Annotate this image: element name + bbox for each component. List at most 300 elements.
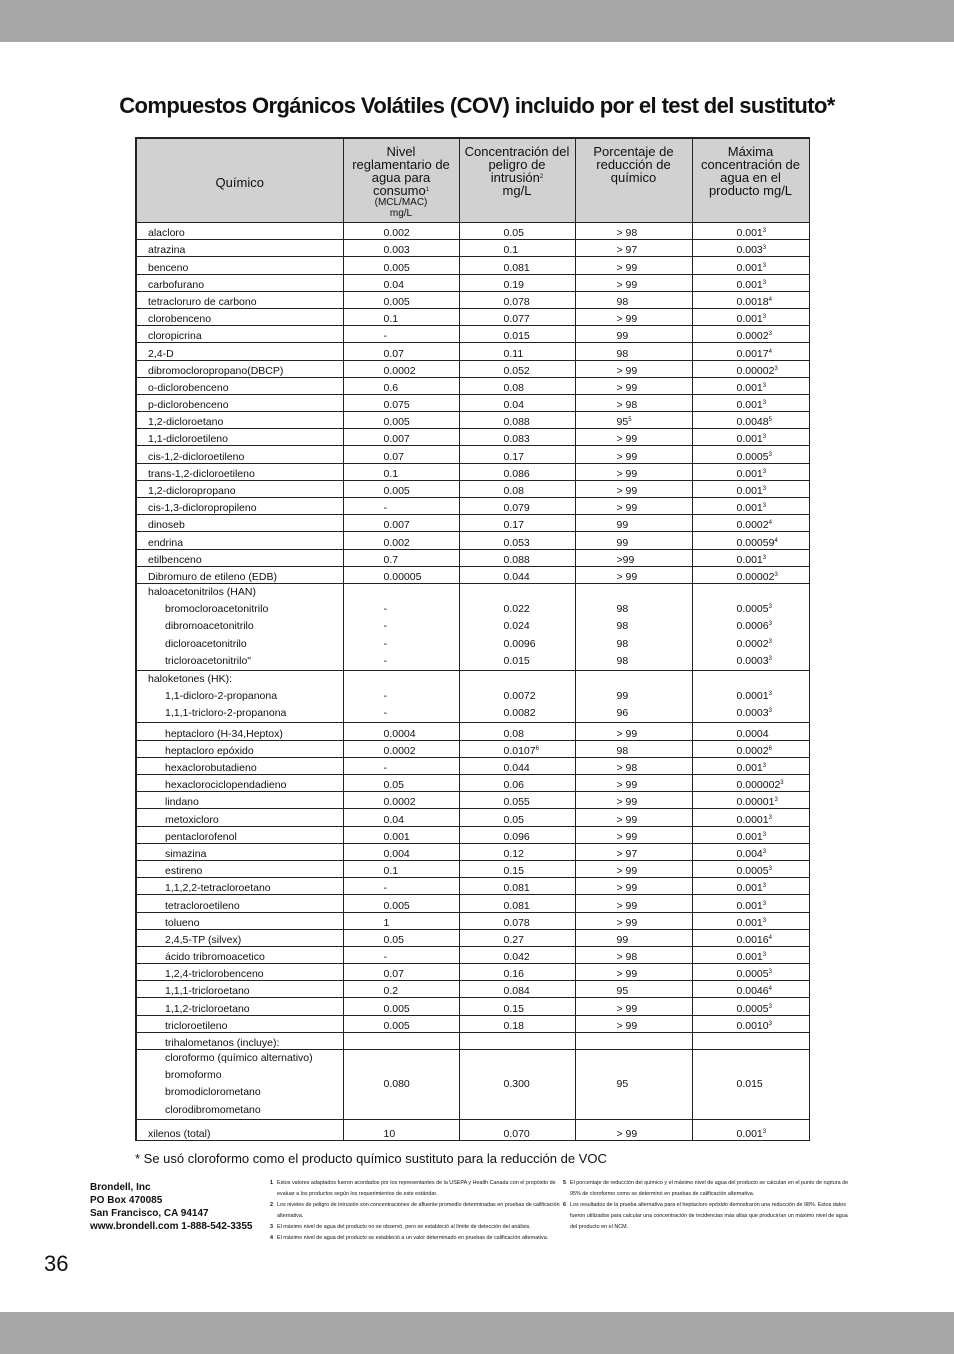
table-row bbox=[136, 878, 809, 895]
group-item-conc: 0.024 bbox=[503, 620, 530, 633]
footnote-text: El porcentaje de reducción del químico y el máximo nivel de agua del producto se calculan en el punto de ruptura de 95% de cloroformo como se determinó en pruebas de calificación alternativa. bbox=[570, 1180, 849, 1197]
table-row bbox=[136, 775, 809, 792]
chemical-name: cloropicrina bbox=[136, 326, 343, 343]
max-cell bbox=[692, 429, 809, 446]
conc-cell bbox=[459, 860, 575, 877]
chemical-name: o-diclorobenceno bbox=[136, 377, 343, 394]
mcl-value: - bbox=[343, 498, 459, 515]
chemical-name: estireno bbox=[136, 860, 343, 877]
max-cell-value: 0.0005 bbox=[736, 865, 769, 878]
footnote-number: 2 bbox=[270, 1202, 273, 1208]
max-cell bbox=[692, 412, 809, 429]
mcl-value: 0.0002 bbox=[343, 792, 459, 809]
conc-cell bbox=[459, 308, 575, 325]
address-line: www.brondell.com 1-888-542-3355 bbox=[90, 1221, 253, 1232]
mcl-value: 0.07 bbox=[343, 964, 459, 981]
table-row bbox=[136, 446, 809, 463]
mcl-value: 10 bbox=[343, 1119, 459, 1140]
table-row bbox=[136, 964, 809, 981]
conc-cell bbox=[459, 360, 575, 377]
footnote-item bbox=[270, 1178, 560, 1200]
chemical-name: cis-1,2-dicloroetileno bbox=[136, 446, 343, 463]
max-cell-value: 0.0002 bbox=[736, 744, 769, 757]
footnote-item bbox=[270, 1222, 560, 1233]
reduction-cell bbox=[575, 809, 692, 826]
conc-cell-value: 0.05 bbox=[503, 227, 524, 240]
max-cell bbox=[692, 549, 809, 566]
reduction-cell-value: 95 bbox=[616, 416, 629, 429]
group-max bbox=[692, 670, 809, 723]
group-item-max bbox=[737, 601, 809, 618]
mcl-value: 0.005 bbox=[343, 998, 459, 1015]
empty-cell bbox=[575, 1032, 692, 1049]
mcl-value: 0.1 bbox=[343, 308, 459, 325]
mcl-value: 0.075 bbox=[343, 394, 459, 411]
table-row bbox=[136, 740, 809, 757]
max-cell-value: 0.003 bbox=[736, 244, 763, 257]
reduction-cell bbox=[575, 515, 692, 532]
reduction-cell-value: 99 bbox=[616, 536, 629, 549]
conc-cell bbox=[459, 240, 575, 257]
mcl-value: 0.05 bbox=[343, 775, 459, 792]
chemical-name: xilenos (total) bbox=[136, 1119, 343, 1140]
reduction-cell-value: > 99 bbox=[616, 570, 638, 583]
chemical-name: lindano bbox=[136, 792, 343, 809]
address-line: San Francisco, CA 94147 bbox=[90, 1208, 209, 1219]
group-item-max bbox=[737, 688, 809, 705]
conc-cell-value: 0.044 bbox=[503, 570, 530, 583]
max-cell-value: 0.001 bbox=[736, 951, 763, 964]
thm-max: 0.015 bbox=[692, 1050, 809, 1120]
reduction-cell bbox=[575, 463, 692, 480]
group-item-mcl: - bbox=[383, 637, 387, 650]
reduction-cell bbox=[575, 480, 692, 497]
conc-cell-value: 0.078 bbox=[503, 916, 530, 929]
conc-cell bbox=[459, 912, 575, 929]
conc-cell bbox=[459, 515, 575, 532]
reduction-cell bbox=[575, 412, 692, 429]
conc-cell-value: 0.086 bbox=[503, 467, 530, 480]
max-cell-value: 0.001 bbox=[736, 882, 763, 895]
mcl-value: 0.001 bbox=[343, 826, 459, 843]
table-row bbox=[136, 394, 809, 411]
reduction-cell-value: 99 bbox=[616, 519, 629, 532]
voc-table bbox=[135, 137, 810, 1141]
reduction-cell bbox=[575, 377, 692, 394]
chemical-name: metoxicloro bbox=[136, 809, 343, 826]
max-cell bbox=[692, 308, 809, 325]
bottom-bar bbox=[0, 1312, 954, 1354]
max-cell-sup: 3 bbox=[762, 279, 767, 286]
address-block bbox=[90, 1181, 252, 1233]
footnote-number: 3 bbox=[270, 1224, 273, 1230]
conc-cell-value: 0.042 bbox=[503, 951, 530, 964]
conc-cell-value: 0.0107 bbox=[503, 744, 536, 757]
conc-cell bbox=[459, 929, 575, 946]
max-cell-sup: 3 bbox=[762, 883, 767, 890]
table-row bbox=[136, 412, 809, 429]
header-conc-sup: 2 bbox=[539, 174, 544, 180]
chemical-name: clorobenceno bbox=[136, 308, 343, 325]
group-row-group_hk bbox=[136, 670, 809, 723]
mcl-value: 0.05 bbox=[343, 929, 459, 946]
max-cell bbox=[692, 515, 809, 532]
max-cell-value: 0.0005 bbox=[736, 968, 769, 981]
header-max bbox=[692, 138, 809, 223]
reduction-cell-value: 98 bbox=[616, 744, 629, 757]
conc-cell bbox=[459, 326, 575, 343]
max-cell bbox=[692, 446, 809, 463]
conc-cell bbox=[459, 429, 575, 446]
conc-cell-value: 0.15 bbox=[503, 865, 524, 878]
group-max bbox=[692, 583, 809, 670]
mcl-value: 0.04 bbox=[343, 274, 459, 291]
reduction-value: > 99 bbox=[575, 1119, 692, 1140]
max-cell bbox=[692, 998, 809, 1015]
conc-cell bbox=[459, 809, 575, 826]
max-cell bbox=[692, 912, 809, 929]
table-row bbox=[136, 498, 809, 515]
reduction-cell-value: > 99 bbox=[616, 865, 638, 878]
max-cell bbox=[692, 826, 809, 843]
conc-cell bbox=[459, 274, 575, 291]
group-item-max-value: 0.0003 bbox=[736, 654, 769, 667]
group-item-mcl: - bbox=[383, 603, 387, 616]
max-cell bbox=[692, 964, 809, 981]
max-cell-value: 0.001 bbox=[736, 261, 763, 274]
mcl-value: 0.0004 bbox=[343, 723, 459, 740]
max-cell bbox=[692, 343, 809, 360]
max-cell-sup: 3 bbox=[768, 866, 772, 873]
max-cell-value: 0.001 bbox=[736, 502, 763, 515]
conc-cell-value: 0.096 bbox=[503, 830, 530, 843]
group-item-red: 98 bbox=[616, 620, 629, 633]
reduction-cell bbox=[575, 775, 692, 792]
mcl-value: 0.04 bbox=[343, 809, 459, 826]
max-cell bbox=[692, 792, 809, 809]
footnote-number: 5 bbox=[563, 1180, 566, 1186]
reduction-cell-value: > 97 bbox=[616, 847, 638, 860]
group-mcl bbox=[343, 670, 459, 723]
footnote-item bbox=[270, 1200, 560, 1222]
reduction-cell bbox=[575, 343, 692, 360]
reduction-cell bbox=[575, 946, 692, 963]
group-red bbox=[575, 583, 692, 670]
spacer bbox=[617, 584, 692, 601]
chemical-name: tetracloruro de carbono bbox=[136, 291, 343, 308]
thm-mcl: 0.080 bbox=[343, 1050, 459, 1120]
thm-title: trihalometanos (incluye): bbox=[136, 1032, 343, 1049]
max-cell-sup: 3 bbox=[774, 797, 778, 804]
table-row bbox=[136, 480, 809, 497]
conc-cell-value: 0.044 bbox=[503, 762, 530, 774]
conc-cell bbox=[459, 394, 575, 411]
address-line: PO Box 470085 bbox=[90, 1195, 163, 1206]
max-cell-value: 0.001 bbox=[736, 467, 763, 480]
group-item-name: dibromoacetonitrilo bbox=[165, 620, 254, 633]
table-header-row bbox=[136, 138, 809, 223]
conc-cell bbox=[459, 757, 575, 774]
chemical-name: tolueno bbox=[136, 912, 343, 929]
conc-cell bbox=[459, 843, 575, 860]
footnote-number: 1 bbox=[270, 1180, 273, 1186]
reduction-cell-sup: 5 bbox=[628, 417, 632, 424]
conc-cell bbox=[459, 723, 575, 740]
chemical-name: 1,1,1-tricloroetano bbox=[136, 981, 343, 998]
conc-cell bbox=[459, 377, 575, 394]
mcl-value: 0.005 bbox=[343, 412, 459, 429]
thm-items-row bbox=[136, 1050, 809, 1120]
thm-items bbox=[136, 1050, 343, 1120]
thm-item-name: bromodiclorometano bbox=[165, 1086, 261, 1099]
footnote-text: El máximo nivel de agua del producto se estableció a un valor determinado en pruebas de calificación alternativa. bbox=[277, 1235, 549, 1241]
group-item-red: 98 bbox=[616, 603, 629, 616]
table-row bbox=[136, 1015, 809, 1032]
mcl-value: 0.07 bbox=[343, 446, 459, 463]
conc-cell-value: 0.16 bbox=[503, 968, 524, 981]
empty-cell bbox=[692, 1032, 809, 1049]
conc-cell bbox=[459, 792, 575, 809]
reduction-cell bbox=[575, 274, 692, 291]
max-cell-sup: 3 bbox=[762, 400, 767, 407]
conc-cell bbox=[459, 480, 575, 497]
table-row bbox=[136, 860, 809, 877]
max-cell-sup: 4 bbox=[768, 348, 772, 355]
max-cell-value: 0.0048 bbox=[736, 416, 769, 429]
reduction-cell bbox=[575, 792, 692, 809]
thm-title-row bbox=[136, 1032, 809, 1049]
reduction-cell-value: > 99 bbox=[616, 467, 638, 480]
chemical-name: 1,2-dicloroetano bbox=[136, 412, 343, 429]
max-cell-value: 0.0004 bbox=[736, 727, 769, 740]
conc-cell bbox=[459, 878, 575, 895]
conc-cell-value: 0.077 bbox=[503, 313, 530, 326]
max-cell-value: 0.0046 bbox=[736, 985, 769, 998]
conc-cell-value: 0.015 bbox=[503, 330, 530, 343]
header-nivel-label: Nivel reglamentario de agua para consumo bbox=[352, 144, 450, 198]
max-cell bbox=[692, 223, 809, 240]
max-cell bbox=[692, 394, 809, 411]
mcl-value: 0.07 bbox=[343, 343, 459, 360]
conc-cell-value: 0.18 bbox=[503, 1019, 524, 1032]
chemical-name: tetracloroetileno bbox=[136, 895, 343, 912]
chemical-name: pentaclorofenol bbox=[136, 826, 343, 843]
mcl-value: 0.7 bbox=[343, 549, 459, 566]
reduction-cell bbox=[575, 912, 692, 929]
max-cell bbox=[692, 498, 809, 515]
max-cell-value: 0.004 bbox=[736, 847, 763, 860]
chemical-name: etilbenceno bbox=[136, 549, 343, 566]
max-cell bbox=[692, 723, 809, 740]
reduction-cell bbox=[575, 964, 692, 981]
footnote-item bbox=[563, 1200, 853, 1233]
reduction-cell-value: > 99 bbox=[616, 450, 638, 463]
table-row bbox=[136, 515, 809, 532]
reduction-cell-value: > 99 bbox=[616, 1002, 638, 1015]
reduction-cell bbox=[575, 860, 692, 877]
reduction-cell-value: > 99 bbox=[616, 968, 638, 981]
max-cell bbox=[692, 895, 809, 912]
reduction-cell bbox=[575, 878, 692, 895]
chemical-name: heptacloro epóxido bbox=[136, 740, 343, 757]
table-row bbox=[136, 291, 809, 308]
max-cell-value: 0.00059 bbox=[736, 536, 775, 549]
group-item-max bbox=[737, 618, 809, 635]
table-row bbox=[136, 912, 809, 929]
table-row bbox=[136, 308, 809, 325]
reduction-cell bbox=[575, 532, 692, 549]
spacer bbox=[504, 671, 575, 688]
reduction-cell-value: 98 bbox=[616, 347, 629, 360]
reduction-cell bbox=[575, 757, 692, 774]
header-porc bbox=[575, 138, 692, 223]
reduction-cell bbox=[575, 394, 692, 411]
max-cell-value: 0.00001 bbox=[736, 796, 775, 809]
chemical-name: carbofurano bbox=[136, 274, 343, 291]
max-cell-value: 0.0002 bbox=[736, 330, 769, 343]
chemical-name: endrina bbox=[136, 532, 343, 549]
max-cell bbox=[692, 360, 809, 377]
max-cell-sup: 3 bbox=[768, 969, 772, 976]
table-row bbox=[136, 826, 809, 843]
reduction-cell-value: > 99 bbox=[616, 261, 638, 274]
header-conc-label: Concentración del peligro de intrusión bbox=[464, 144, 570, 185]
group-names bbox=[136, 670, 343, 723]
table-row bbox=[136, 895, 809, 912]
reduction-cell bbox=[575, 360, 692, 377]
chemical-name: cis-1,3-dicloropropileno bbox=[136, 498, 343, 515]
reduction-cell-value: > 99 bbox=[616, 433, 638, 446]
mcl-value: 1 bbox=[343, 912, 459, 929]
header-nivel-small: (MCL/MAC) bbox=[374, 197, 428, 208]
table-row bbox=[136, 223, 809, 240]
max-cell-value: 0.0005 bbox=[736, 1002, 769, 1015]
mcl-value: 0.005 bbox=[343, 257, 459, 274]
thm-item-name: bromoformo bbox=[165, 1069, 222, 1082]
chemical-name: Dibromuro de etileno (EDB) bbox=[136, 566, 343, 583]
conc-cell bbox=[459, 463, 575, 480]
max-cell-sup: 3 bbox=[774, 571, 778, 578]
group-item-conc: 0.0072 bbox=[503, 690, 536, 703]
conc-cell bbox=[459, 998, 575, 1015]
group-item-conc: 0.0082 bbox=[503, 707, 536, 720]
max-cell-value: 0.0005 bbox=[736, 450, 769, 463]
table-row bbox=[136, 792, 809, 809]
max-cell bbox=[692, 981, 809, 998]
max-cell-value: 0.001 bbox=[736, 381, 763, 394]
reduction-cell bbox=[575, 566, 692, 583]
max-cell-value: 0.00002 bbox=[736, 570, 775, 583]
max-cell-sup: 3 bbox=[762, 245, 767, 252]
reduction-cell-value: > 99 bbox=[616, 1019, 638, 1032]
max-cell-value: 0.001 bbox=[736, 227, 763, 240]
conc-cell-value: 0.27 bbox=[503, 933, 524, 946]
chemical-name: 1,2-dicloropropano bbox=[136, 480, 343, 497]
mcl-value: - bbox=[343, 878, 459, 895]
reduction-cell-value: > 99 bbox=[616, 813, 638, 826]
group-item-max bbox=[737, 636, 809, 653]
table-row bbox=[136, 343, 809, 360]
conc-cell-value: 0.055 bbox=[503, 796, 530, 809]
reduction-cell-value: > 99 bbox=[616, 313, 638, 326]
reduction-cell bbox=[575, 998, 692, 1015]
group-item-name: dicloroacetonitrilo bbox=[165, 637, 247, 650]
chemical-name: alacloro bbox=[136, 223, 343, 240]
conc-cell-value: 0.08 bbox=[503, 727, 524, 740]
group-item-conc: 0.022 bbox=[503, 603, 530, 616]
mcl-value: 0.0002 bbox=[343, 360, 459, 377]
group-item-mcl: - bbox=[383, 707, 387, 720]
max-cell-value: 0.0002 bbox=[736, 519, 769, 532]
max-cell-sup: 3 bbox=[768, 814, 772, 821]
footnote-item bbox=[563, 1178, 853, 1200]
reduction-cell-value: > 99 bbox=[616, 364, 638, 377]
footnotes-right bbox=[563, 1178, 853, 1233]
mcl-value: 0.1 bbox=[343, 463, 459, 480]
max-cell-sup: 3 bbox=[762, 763, 767, 769]
table-row bbox=[136, 326, 809, 343]
max-cell-sup: 3 bbox=[762, 952, 767, 959]
conc-cell-value: 0.11 bbox=[503, 347, 524, 360]
group-item-mcl: - bbox=[383, 654, 387, 667]
max-cell-sup: 3 bbox=[768, 451, 772, 458]
conc-cell bbox=[459, 895, 575, 912]
reduction-cell-value: > 98 bbox=[616, 399, 638, 412]
conc-cell bbox=[459, 566, 575, 583]
header-conc-unit: mg/L bbox=[502, 183, 532, 198]
mcl-value: - bbox=[343, 757, 459, 774]
table-row bbox=[136, 843, 809, 860]
footnote-number: 6 bbox=[563, 1202, 566, 1208]
conc-cell-value: 0.081 bbox=[503, 882, 530, 895]
table-row bbox=[136, 463, 809, 480]
conc-cell-value: 0.08 bbox=[503, 381, 524, 394]
mcl-value: 0.2 bbox=[343, 981, 459, 998]
max-cell-sup: 3 bbox=[762, 486, 767, 492]
max-cell-sup: 3 bbox=[762, 900, 767, 907]
reduction-cell-value: > 98 bbox=[616, 951, 638, 964]
conc-cell-value: 0.078 bbox=[503, 295, 530, 308]
group-item-max-value: 0.0002 bbox=[736, 637, 769, 650]
mcl-value: 0.005 bbox=[343, 480, 459, 497]
conc-cell-value: 0.083 bbox=[503, 433, 530, 446]
footnote-item bbox=[270, 1233, 560, 1244]
chemical-name: hexaclorobutadieno bbox=[136, 757, 343, 774]
max-cell bbox=[692, 775, 809, 792]
group-title: haloacetonitrilos (HAN) bbox=[148, 585, 256, 598]
thm-conc: 0.300 bbox=[459, 1050, 575, 1120]
chemical-name: ácido tribromoacetico bbox=[136, 946, 343, 963]
max-cell-value: 0.001 bbox=[736, 1127, 763, 1140]
group-item-mcl: - bbox=[383, 620, 387, 633]
max-cell bbox=[692, 740, 809, 757]
max-cell-value: 0.001 bbox=[736, 278, 763, 291]
conc-cell-value: 0.06 bbox=[503, 779, 524, 792]
footnote-text: El máximo nivel de agua del producto no se observó, pero se estableció al límite de detección del análisis. bbox=[277, 1224, 531, 1230]
chemical-name: trans-1,2-dicloroetileno bbox=[136, 463, 343, 480]
reduction-cell bbox=[575, 498, 692, 515]
max-cell bbox=[692, 257, 809, 274]
address-line: Brondell, Inc bbox=[90, 1182, 151, 1193]
max-cell-sup: 3 bbox=[768, 1020, 772, 1027]
page-title: Compuestos Orgánicos Volátiles (COV) incluido por el test del sustituto* bbox=[119, 93, 835, 118]
reduction-cell-value: > 98 bbox=[616, 762, 638, 774]
max-cell-sup: 3 bbox=[780, 780, 784, 787]
table-row bbox=[136, 532, 809, 549]
max-cell-sup: 5 bbox=[768, 417, 772, 424]
group-item-max-sup: 3 bbox=[768, 621, 772, 628]
reduction-cell-value: > 99 bbox=[616, 779, 638, 792]
